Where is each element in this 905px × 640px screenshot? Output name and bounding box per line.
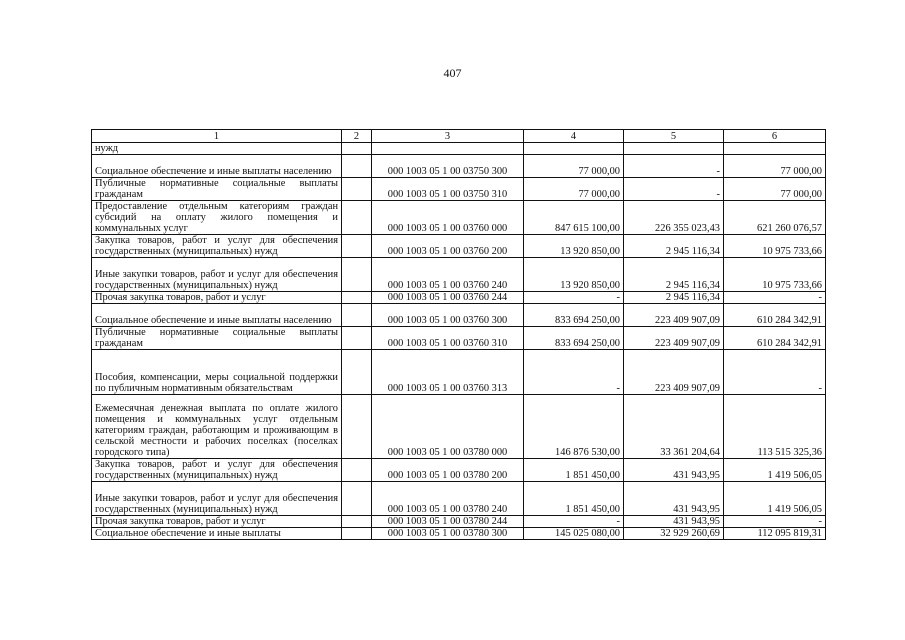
cell-column-2 (342, 516, 372, 528)
cell-name: нужд (92, 143, 342, 155)
table-header-row (92, 130, 826, 143)
cell-column-2 (342, 482, 372, 516)
cell-code: 000 1003 05 1 00 03750 300 (372, 155, 524, 178)
cell-column-2 (342, 350, 372, 395)
table-row (92, 516, 826, 528)
cell-amount-4: 13 920 850,00 (524, 258, 624, 292)
cell-code: 000 1003 05 1 00 03780 000 (372, 395, 524, 459)
table-row (92, 201, 826, 235)
cell-amount-4: 833 694 250,00 (524, 327, 624, 350)
cell-amount-4: 77 000,00 (524, 178, 624, 201)
cell-amount-4: 145 025 080,00 (524, 528, 624, 540)
table-body (92, 143, 826, 540)
cell-column-2 (342, 258, 372, 292)
cell-name: Социальное обеспечение и иные выплаты населению (92, 155, 342, 178)
cell-amount-6: 610 284 342,91 (724, 304, 826, 327)
cell-column-2 (342, 155, 372, 178)
cell-amount-4: 847 615 100,00 (524, 201, 624, 235)
cell-amount-5: 2 945 116,34 (624, 235, 724, 258)
cell-code: 000 1003 05 1 00 03760 310 (372, 327, 524, 350)
cell-code: 000 1003 05 1 00 03760 240 (372, 258, 524, 292)
table-row (92, 178, 826, 201)
cell-amount-5: 33 361 204,64 (624, 395, 724, 459)
cell-amount-5: - (624, 155, 724, 178)
table-row (92, 304, 826, 327)
cell-name: Публичные нормативные социальные выплаты гражданам (92, 327, 342, 350)
cell-code: 000 1003 05 1 00 03760 200 (372, 235, 524, 258)
cell-name: Иные закупки товаров, работ и услуг для обеспечения государственных (муниципальных) нужд (92, 258, 342, 292)
cell-amount-5: 223 409 907,09 (624, 327, 724, 350)
page-number: 407 (443, 66, 462, 80)
cell-amount-4: - (524, 292, 624, 304)
table-row (92, 482, 826, 516)
cell-column-2 (342, 178, 372, 201)
table-row (92, 258, 826, 292)
cell-name: Закупка товаров, работ и услуг для обеспечения государственных (муниципальных) нужд (92, 235, 342, 258)
table-row (92, 143, 826, 155)
budget-table (91, 129, 826, 540)
cell-amount-5: - (624, 178, 724, 201)
cell-amount-6: 10 975 733,66 (724, 258, 826, 292)
cell-amount-6: - (724, 350, 826, 395)
cell-code: 000 1003 05 1 00 03780 240 (372, 482, 524, 516)
column-header: 1 (92, 130, 342, 143)
cell-amount-5: 2 945 116,34 (624, 292, 724, 304)
cell-amount-4: - (524, 516, 624, 528)
table-row (92, 235, 826, 258)
cell-amount-6: 1 419 506,05 (724, 459, 826, 482)
cell-column-2 (342, 528, 372, 540)
cell-amount-4: 833 694 250,00 (524, 304, 624, 327)
cell-amount-6: 10 975 733,66 (724, 235, 826, 258)
cell-amount-6: - (724, 516, 826, 528)
cell-amount-5: 32 929 260,69 (624, 528, 724, 540)
cell-amount-4: 1 851 450,00 (524, 459, 624, 482)
table-row (92, 528, 826, 540)
cell-name: Прочая закупка товаров, работ и услуг (92, 292, 342, 304)
cell-amount-5: 223 409 907,09 (624, 304, 724, 327)
cell-amount-4: 77 000,00 (524, 155, 624, 178)
table-row (92, 395, 826, 459)
cell-code: 000 1003 05 1 00 03760 313 (372, 350, 524, 395)
cell-code: 000 1003 05 1 00 03760 244 (372, 292, 524, 304)
cell-amount-4: 13 920 850,00 (524, 235, 624, 258)
cell-amount-6: 77 000,00 (724, 155, 826, 178)
cell-amount-5: 431 943,95 (624, 482, 724, 516)
cell-amount-6: 610 284 342,91 (724, 327, 826, 350)
cell-code: 000 1003 05 1 00 03750 310 (372, 178, 524, 201)
cell-code (372, 143, 524, 155)
column-header: 5 (624, 130, 724, 143)
cell-amount-5: 431 943,95 (624, 459, 724, 482)
cell-name: Пособия, компенсации, меры социальной поддержки по публичным нормативным обязательствам (92, 350, 342, 395)
cell-amount-6: 77 000,00 (724, 178, 826, 201)
table-row (92, 350, 826, 395)
cell-code: 000 1003 05 1 00 03760 000 (372, 201, 524, 235)
table-row (92, 327, 826, 350)
cell-amount-4: - (524, 350, 624, 395)
cell-amount-5: 2 945 116,34 (624, 258, 724, 292)
cell-code: 000 1003 05 1 00 03780 244 (372, 516, 524, 528)
table-row (92, 459, 826, 482)
cell-amount-6 (724, 143, 826, 155)
cell-code: 000 1003 05 1 00 03760 300 (372, 304, 524, 327)
table-row (92, 155, 826, 178)
cell-column-2 (342, 327, 372, 350)
cell-amount-4: 1 851 450,00 (524, 482, 624, 516)
cell-column-2 (342, 304, 372, 327)
cell-amount-6: - (724, 292, 826, 304)
cell-amount-6: 1 419 506,05 (724, 482, 826, 516)
column-header: 3 (372, 130, 524, 143)
cell-amount-6: 112 095 819,31 (724, 528, 826, 540)
cell-amount-6: 621 260 076,57 (724, 201, 826, 235)
cell-amount-5: 431 943,95 (624, 516, 724, 528)
cell-column-2 (342, 235, 372, 258)
cell-amount-6: 113 515 325,36 (724, 395, 826, 459)
cell-column-2 (342, 459, 372, 482)
cell-name: Социальное обеспечение и иные выплаты населению (92, 304, 342, 327)
cell-amount-4: 146 876 530,00 (524, 395, 624, 459)
cell-amount-5 (624, 143, 724, 155)
cell-name: Иные закупки товаров, работ и услуг для обеспечения государственных (муниципальных) нужд (92, 482, 342, 516)
cell-amount-5: 226 355 023,43 (624, 201, 724, 235)
column-header: 2 (342, 130, 372, 143)
cell-name: Социальное обеспечение и иные выплаты (92, 528, 342, 540)
cell-column-2 (342, 201, 372, 235)
cell-name: Закупка товаров, работ и услуг для обеспечения государственных (муниципальных) нужд (92, 459, 342, 482)
cell-column-2 (342, 292, 372, 304)
table-row (92, 292, 826, 304)
cell-amount-4 (524, 143, 624, 155)
cell-code: 000 1003 05 1 00 03780 200 (372, 459, 524, 482)
cell-name: Публичные нормативные социальные выплаты гражданам (92, 178, 342, 201)
cell-column-2 (342, 395, 372, 459)
cell-column-2 (342, 143, 372, 155)
cell-name: Прочая закупка товаров, работ и услуг (92, 516, 342, 528)
cell-code: 000 1003 05 1 00 03780 300 (372, 528, 524, 540)
cell-amount-5: 223 409 907,09 (624, 350, 724, 395)
column-header: 6 (724, 130, 826, 143)
cell-name: Ежемесячная денежная выплата по оплате жилого помещения и коммунальных услуг отдельным категориям граждан, работающим и проживающим в сельской местности и рабочих поселках (поселках городского типа) (92, 395, 342, 459)
cell-name: Предоставление отдельным категориям граждан субсидий на оплату жилого помещения и коммунальных услуг (92, 201, 342, 235)
column-header: 4 (524, 130, 624, 143)
